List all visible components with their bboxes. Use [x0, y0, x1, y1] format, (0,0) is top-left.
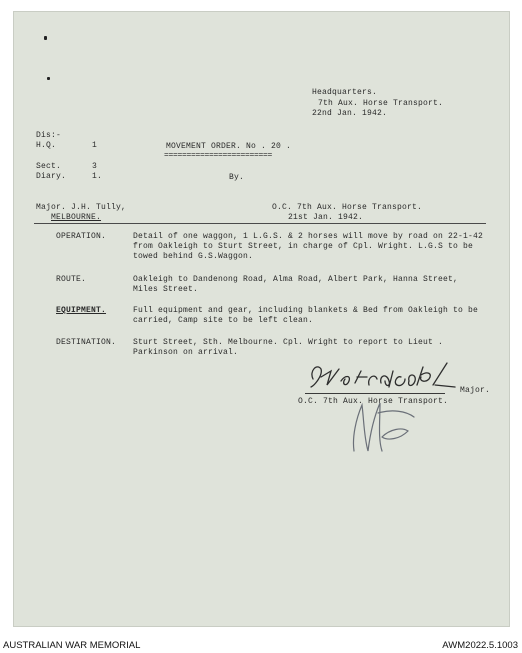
- hq-date: 22nd Jan. 1942.: [312, 109, 388, 118]
- header-divider: [34, 223, 486, 224]
- section-text-operation: Detail of one waggon, 1 L.G.S. & 2 horses will move by road on 22-1-42 from Oakleigh to Sturt Street, in charge of Cpl. Wright. L.G.S to be towed behind G.S.Waggon.: [133, 232, 484, 261]
- footer-institution: AUSTRALIAN WAR MEMORIAL: [3, 640, 141, 651]
- distribution-count: 3: [92, 162, 98, 171]
- section-label-operation: OPERATION.: [56, 232, 107, 241]
- initials-mark: [342, 393, 422, 459]
- sender-line: O.C. 7th Aux. Horse Transport.: [272, 203, 423, 212]
- punch-hole-mark: [44, 36, 47, 40]
- hq-line-1: Headquarters.: [312, 88, 378, 97]
- addressee-place: MELBOURNE.: [51, 213, 102, 222]
- handwritten-signature: [305, 357, 465, 395]
- section-text-destination: Sturt Street, Sth. Melbourne. Cpl. Wright to report to Lieut . Parkinson on arrival.: [133, 338, 444, 357]
- sender-date: 21st Jan. 1942.: [288, 213, 364, 222]
- section-text-equipment: Full equipment and gear, including blankets & Bed from Oakleigh to be carried, Camp site to be left clean.: [133, 306, 479, 325]
- order-title: MOVEMENT ORDER. No . 20 .: [166, 142, 292, 151]
- distribution-name: Sect.: [36, 162, 62, 171]
- section-label-destination: DESTINATION.: [56, 338, 117, 347]
- distribution-count: 1.: [92, 172, 103, 181]
- hq-line-2: 7th Aux. Horse Transport.: [318, 99, 444, 108]
- signature-line: O.C. 7th Aux. Horse Transport.: [298, 397, 449, 406]
- distribution-name: H.Q.: [36, 141, 57, 150]
- section-text-route: Oakleigh to Dandenong Road, Alma Road, Albert Park, Hanna Street, Miles Street.: [133, 275, 459, 294]
- signature-rank: Major.: [460, 386, 491, 395]
- footer-accession-number: AWM2022.5.1003: [442, 640, 518, 651]
- distribution-name: Diary.: [36, 172, 67, 181]
- section-label-equipment: EQUIPMENT.: [56, 306, 107, 315]
- by-label: By.: [229, 173, 245, 182]
- distribution-count: 1: [92, 141, 98, 150]
- punch-hole-mark: [47, 77, 50, 80]
- section-label-route: ROUTE.: [56, 275, 87, 284]
- order-title-rule: ========================: [164, 151, 273, 160]
- distribution-label: Dis:-: [36, 131, 62, 140]
- addressee-name: Major. J.H. Tully,: [36, 203, 127, 212]
